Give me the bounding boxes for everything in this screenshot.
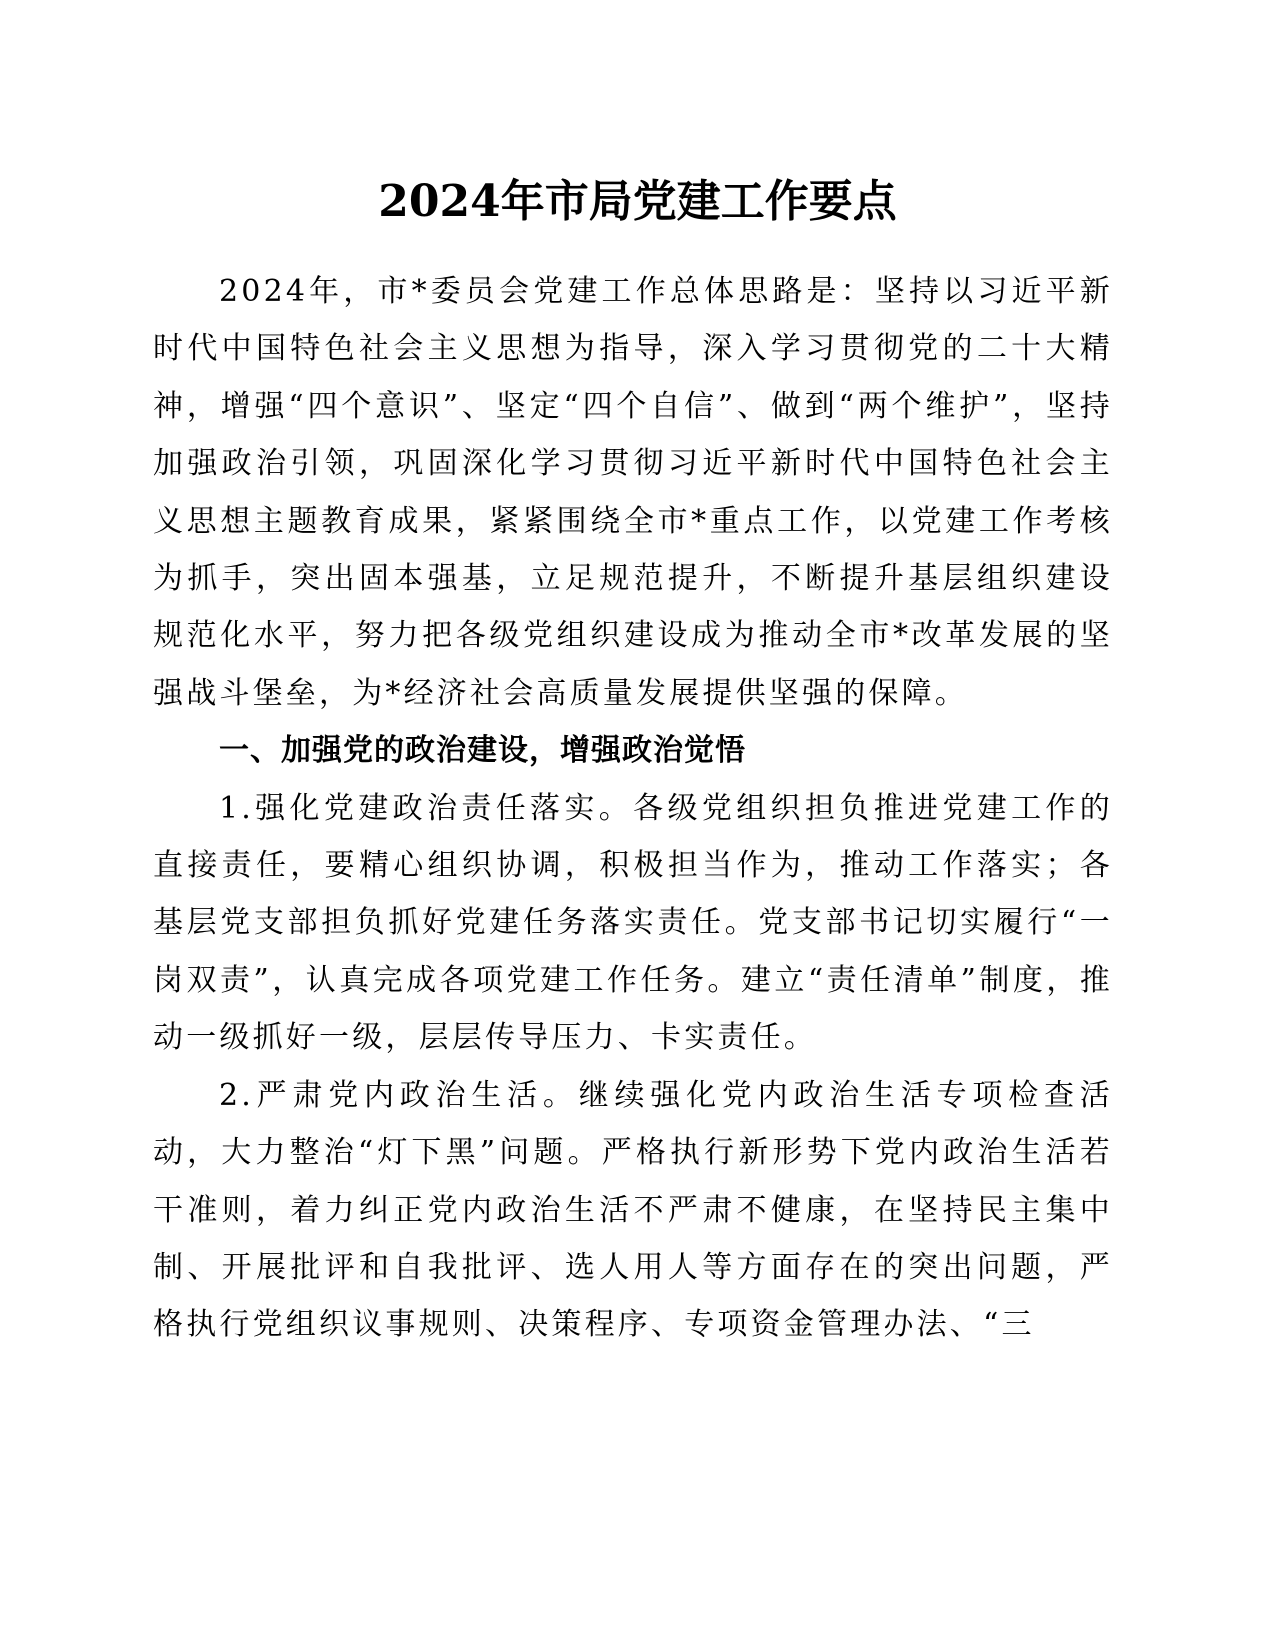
intro-paragraph: 2024年，市*委员会党建工作总体思路是：坚持以习近平新时代中国特色社会主义思想为指导，深入学习贯彻党的二十大精神，增强“四个意识”、坚定“四个自信”、做到“两个维护”，坚持加强政治引领，巩固深化学习贯彻习近平新时代中国特色社会主义思想主题教育成果，紧紧围绕全市*重点工作，以党建工作考核为抓手，突出固本强基，立足规范提升，不断提升基层组织建设规范化水平，努力把各级党组织建设成为推动全市*改革发展的坚强战斗堡垒，为*经济社会高质量发展提供坚强的保障。: [153, 274, 1113, 711]
section-heading-1: 一、加强党的政治建设，增强政治觉悟: [219, 733, 746, 769]
item-paragraph-2: 2.严肃党内政治生活。继续强化党内政治生活专项检查活动，大力整治“灯下黑”问题。严格执行新形势下党内政治生活若干准则，着力纠正党内政治生活不严肃不健康，在坚持民主集中制、开展批评和自我批评、选人用人等方面存在的突出问题，严格执行党组织议事规则、决策程序、专项资金管理办法、“三: [153, 1077, 1113, 1343]
document-body: [153, 263, 1113, 1354]
item-paragraph-1: 1.强化党建政治责任落实。各级党组织担负推进党建工作的直接责任，要精心组织协调，积极担当作为，推动工作落实；各基层党支部担负抓好党建任务落实责任。党支部书记切实履行“一岗双责”，认真完成各项党建工作任务。建立“责任清单”制度，推动一级抓好一级，层层传导压力、卡实责任。: [153, 790, 1113, 1056]
document-title: 2024年市局党建工作要点: [378, 176, 897, 227]
